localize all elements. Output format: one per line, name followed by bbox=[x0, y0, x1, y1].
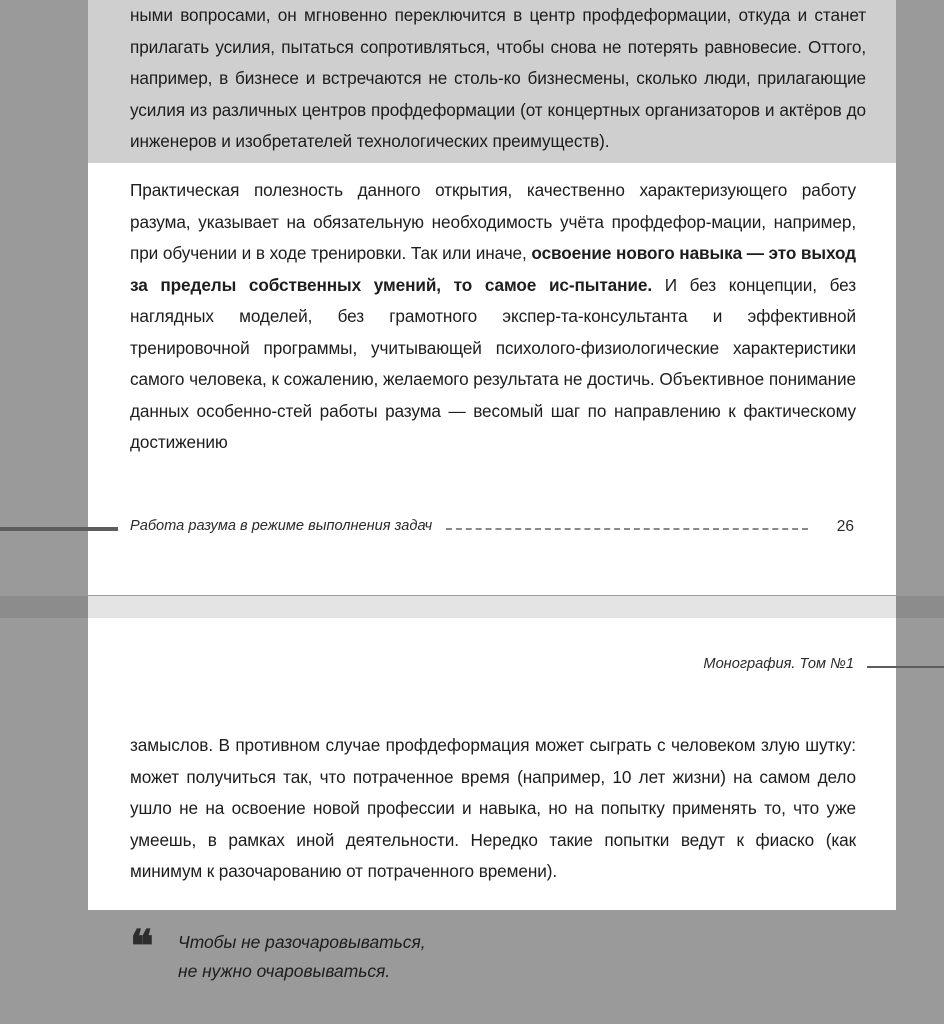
page-26-content bbox=[130, 175, 856, 459]
paragraph-bold-emphasis: освоение нового навыка — это выход за пределы собственных умений, то самое ис-пытание. bbox=[130, 243, 856, 295]
paragraph-part-1: Практическая полезность данного открытия, качественно характеризующего работу разума, указывает на обязательную необходимость учёта профдефор-мации, например, при обучении и в ходе тренировки. Так или иначе, bbox=[130, 180, 856, 263]
page-number: 26 bbox=[836, 518, 854, 535]
footer-dotted-rule bbox=[446, 528, 808, 530]
pull-quote-line-1: Чтобы не разочаровываться, bbox=[178, 932, 426, 952]
page-26-sheet bbox=[88, 163, 896, 595]
pull-quote-text bbox=[178, 928, 426, 986]
page-27-content bbox=[130, 730, 856, 888]
paragraph-part-2: И без концепции, без наглядных моделей, без грамотного экспер-та-консультанта и эффективной тренировочной программы, учитывающей психолого-физиологические характеристики самого человека, к сожалению, желаемого результата не достичь. Объективное понимание данных особенно-стей работы разума — весомый шаг по направлению к фактическому достижению bbox=[130, 274, 856, 452]
page-27-sheet bbox=[88, 618, 896, 910]
header-caption: Монография. Том №1 bbox=[703, 656, 854, 672]
page-gap-strip-light bbox=[88, 596, 896, 618]
page-27-paragraph-text: замыслов. В противном случае профдеформация может сыграть с человеком злую шутку: может получиться так, что потраченное время (например, 10 лет жизни) на самом дело ушло не на освоение новой профессии и навыка, но на попытку применять то, что уже умеешь, в рамках иной деятельности. Нередко такие попытки ведут к фиаско (как минимум к разочарованию от потраченного времени). bbox=[130, 735, 856, 881]
header-rule-right bbox=[867, 666, 944, 668]
footer-caption: Работа разума в режиме выполнения задач bbox=[130, 518, 433, 534]
quote-mark-icon bbox=[130, 922, 164, 971]
page-27-paragraph bbox=[130, 730, 856, 888]
page-27-running-header bbox=[88, 656, 896, 678]
footer-rule-left bbox=[0, 527, 118, 531]
previous-page-paragraph: ными вопросами, он мгновенно переключится в центр профдеформации, откуда и станет прилагать усилия, пытаться сопротивляться, чтобы снова не потерять равновесие. Оттого, например, в бизнесе и встречаются не столь-ко бизнесмены, сколько люди, прилагающие усилия из различных центров профдеформации (от концертных организаторов и актёров до инженеров и изобретателей технологических преимуществ). bbox=[130, 5, 866, 151]
pull-quote-line-2: не нужно очаровываться. bbox=[178, 961, 391, 981]
page-26-paragraph bbox=[130, 175, 856, 459]
quote-glyph: ❝ bbox=[130, 922, 154, 971]
page-26-running-footer bbox=[88, 518, 896, 538]
